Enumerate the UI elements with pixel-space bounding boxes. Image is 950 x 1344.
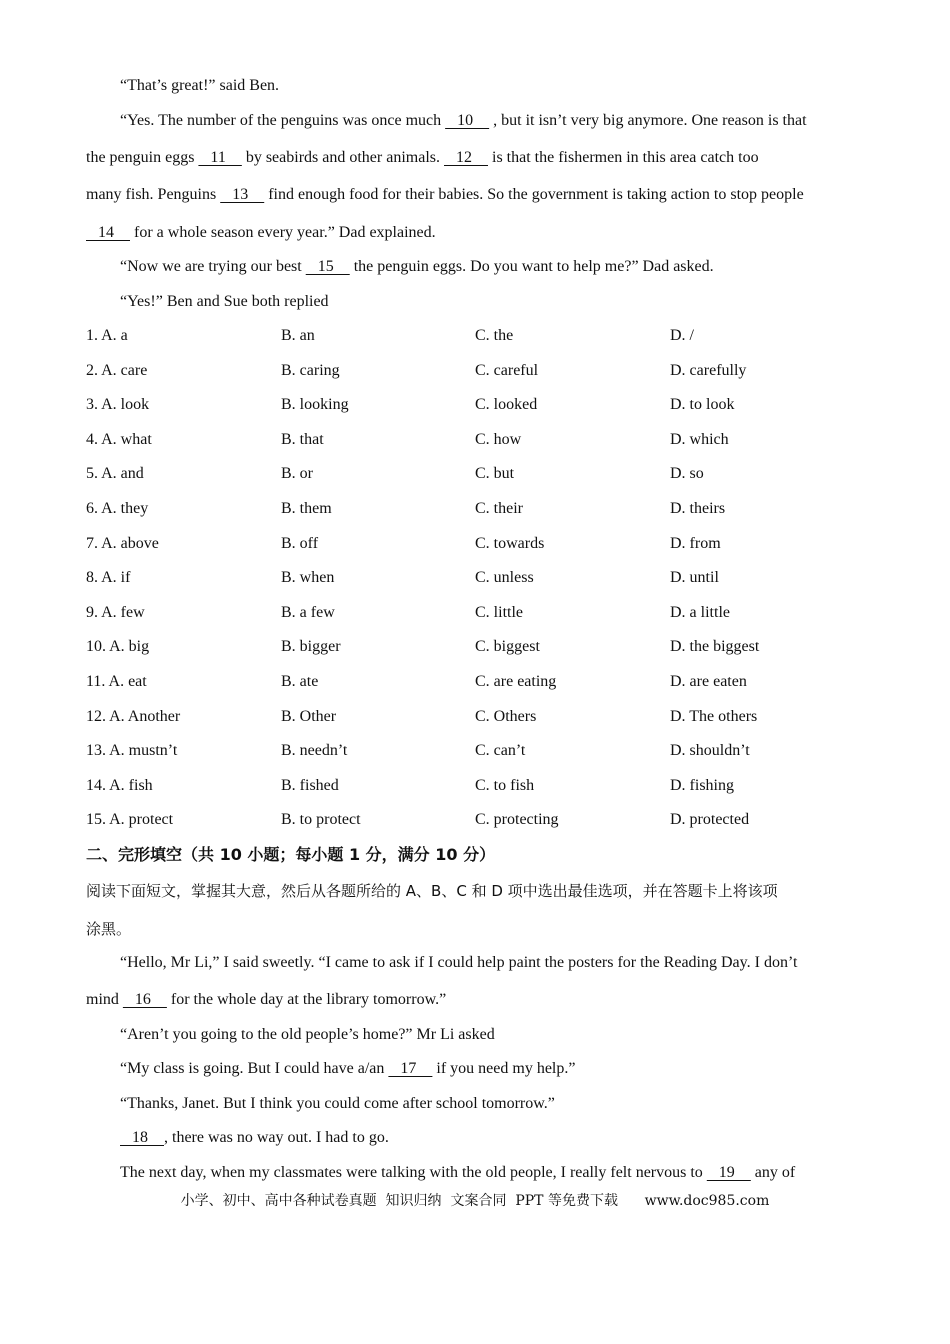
text: “Thanks, Janet. But I think you could come after school tomorrow.” (120, 1095, 555, 1112)
option-7-c: C. towards (475, 535, 545, 552)
blank-17: 17 (388, 1060, 433, 1077)
blank-11: 11 (198, 149, 242, 166)
option-8-d: D. until (670, 569, 719, 586)
option-1-c: C. the (475, 327, 514, 344)
option-13-a: 13. A. mustn’t (86, 742, 178, 759)
option-8-c: C. unless (475, 569, 534, 586)
option-10-a: 10. A. big (86, 638, 150, 655)
option-2-b: B. caring (281, 362, 340, 379)
option-14-b: B. fished (281, 777, 339, 794)
passage-line (120, 1059, 575, 1079)
option-10-b: B. bigger (281, 638, 341, 655)
option-4-b: B. that (281, 431, 324, 448)
option-14-a: 14. A. fish (86, 777, 153, 794)
option-2-a: 2. A. care (86, 362, 148, 379)
option-13-d: D. shouldn’t (670, 742, 750, 759)
option-13-c: C. can’t (475, 742, 526, 759)
option-11-b: B. ate (281, 673, 319, 690)
option-12-d: D. The others (670, 708, 758, 725)
option-5-b: B. or (281, 465, 313, 482)
option-7-b: B. off (281, 535, 319, 552)
option-14-c: C. to fish (475, 777, 535, 794)
text: for the whole day at the library tomorrow.” (166, 991, 447, 1008)
option-1-d: D. / (670, 327, 694, 344)
option-3-d: D. to look (670, 396, 735, 413)
text: by seabirds and other animals. (241, 149, 444, 166)
option-12-c: C. Others (475, 708, 537, 725)
option-10-c: C. biggest (475, 638, 540, 655)
passage-line (120, 1128, 389, 1148)
blank-14: 14 (86, 224, 130, 241)
option-9-a: 9. A. few (86, 604, 145, 621)
text: if you need my help.” (432, 1060, 576, 1077)
passage-line (120, 76, 279, 96)
passage-line (120, 257, 714, 277)
blank-10: 10 (445, 112, 490, 129)
option-1-b: B. an (281, 327, 315, 344)
option-6-a: 6. A. they (86, 500, 149, 517)
option-5-c: C. but (475, 465, 515, 482)
option-14-d: D. fishing (670, 777, 734, 794)
option-9-c: C. little (475, 604, 523, 621)
option-15-d: D. protected (670, 811, 750, 828)
blank-12: 12 (444, 149, 488, 166)
text: the penguin eggs (86, 149, 199, 166)
option-2-c: C. careful (475, 362, 539, 379)
text: is that the fishermen in this area catch too (488, 149, 759, 166)
option-3-a: 3. A. look (86, 396, 150, 413)
passage-line (120, 111, 807, 131)
passage-line (120, 953, 797, 973)
passage-line (120, 292, 329, 312)
option-2-d: D. carefully (670, 362, 747, 379)
text: “Hello, Mr Li,” I said sweetly. “I came to ask if I could help paint the posters for the Reading Day. I don’t (120, 954, 798, 971)
option-15-b: B. to protect (281, 811, 361, 828)
text: the penguin eggs. Do you want to help me?” Dad asked. (349, 258, 714, 275)
blank-19: 19 (706, 1164, 751, 1181)
option-11-d: D. are eaten (670, 673, 747, 690)
text: find enough food for their babies. So the government is taking action to stop people (264, 186, 804, 203)
passage-line (86, 223, 436, 243)
option-4-d: D. which (670, 431, 729, 448)
blank-13: 13 (220, 186, 265, 203)
text: “Aren’t you going to the old people’s home?” Mr Li asked (120, 1026, 495, 1043)
option-6-d: D. theirs (670, 500, 726, 517)
option-12-a: 12. A. Another (86, 708, 181, 725)
text: many fish. Penguins (86, 186, 221, 203)
option-15-a: 15. A. protect (86, 811, 174, 828)
text: mind (86, 991, 123, 1008)
option-12-b: B. Other (281, 708, 337, 725)
option-7-a: 7. A. above (86, 535, 159, 552)
option-10-d: D. the biggest (670, 638, 760, 655)
text: , but it isn’t very big anymore. One reason is that (489, 112, 807, 129)
blank-16: 16 (122, 991, 167, 1008)
option-3-b: B. looking (281, 396, 349, 413)
option-5-d: D. so (670, 465, 704, 482)
option-6-b: B. them (281, 500, 332, 517)
option-8-a: 8. A. if (86, 569, 131, 586)
text: , there was no way out. I had to go. (164, 1129, 389, 1146)
option-13-b: B. needn’t (281, 742, 348, 759)
option-5-a: 5. A. and (86, 465, 144, 482)
passage-line (86, 990, 446, 1010)
blank-15: 15 (305, 258, 350, 275)
text: “Now we are trying our best (120, 258, 306, 275)
text: for a whole season every year.” Dad explained. (130, 224, 436, 241)
option-7-d: D. from (670, 535, 721, 552)
text: The next day, when my classmates were talking with the old people, I really felt nervous to (120, 1164, 707, 1181)
text: “Yes. The number of the penguins was once much (120, 112, 446, 129)
instructions: 阅读下面短文，掌握其大意，然后从各题所给的 A、B、C 和 D 项中选出最佳选项，并在答题卡上将该项 (86, 882, 778, 900)
text: “That’s great!” said Ben. (120, 77, 280, 94)
option-3-c: C. looked (475, 396, 538, 413)
passage-line (86, 185, 804, 205)
option-9-b: B. a few (281, 604, 335, 621)
text: any of (750, 1164, 796, 1181)
passage-line (120, 1094, 555, 1114)
instructions: 涂黑。 (86, 920, 132, 938)
option-1-a: 1. A. a (86, 327, 128, 344)
option-4-c: C. how (475, 431, 522, 448)
passage-line (86, 148, 759, 168)
option-15-c: C. protecting (475, 811, 559, 828)
option-4-a: 4. A. what (86, 431, 152, 448)
option-6-c: C. their (475, 500, 523, 517)
blank-18: 18 (120, 1129, 164, 1146)
option-8-b: B. when (281, 569, 335, 586)
passage-line (120, 1025, 495, 1045)
section-heading: 二、完形填空（共 10 小题；每小题 1 分，满分 10 分） (86, 845, 496, 864)
passage-line (120, 1163, 795, 1183)
text: “My class is going. But I could have a/an (120, 1060, 389, 1077)
option-11-a: 11. A. eat (86, 673, 147, 690)
page-footer: 小学、初中、高中各种试卷真题 知识归纳 文案合同 PPT 等免费下载 www.doc985.com (180, 1193, 770, 1209)
option-11-c: C. are eating (475, 673, 557, 690)
option-9-d: D. a little (670, 604, 730, 621)
text: “Yes!” Ben and Sue both replied (120, 293, 329, 310)
